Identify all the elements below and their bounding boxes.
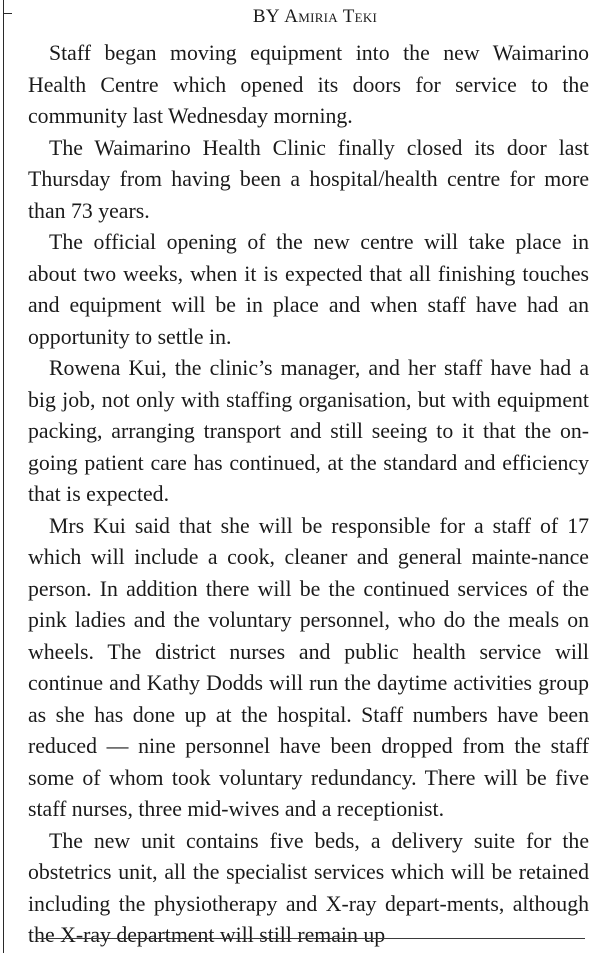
paragraph-3: The official opening of the new centre will take place in about two weeks, when it is expected that all finishing touches and equipment will be in place and when staff have had an opportunity to settle in.: [28, 230, 589, 349]
byline-author: Amiria Teki: [284, 6, 378, 27]
article-body: [28, 38, 589, 952]
column-rule-tick: [3, 13, 12, 14]
column-rule-left: [3, 0, 4, 953]
paragraph-2: The Waimarino Health Clinic finally closed its door last Thursday from having been a hospital/health centre for more than 73 years.: [28, 135, 589, 223]
byline-prefix: BY: [252, 6, 285, 27]
paragraph-4: Rowena Kui, the clinic’s manager, and her staff have had a big job, not only with staffing organisation, but with equipment packing, arranging transport and still seeing to it that the on-going patient care has continued, at the standard and efficiency that is expected.: [28, 356, 589, 506]
byline: [28, 6, 602, 28]
paragraph-5: Mrs Kui said that she will be responsible for a staff of 17 which will include a cook, cleaner and general mainte-nance person. In addition there will be the continued services of the pink ladies and the voluntary personnel, who do the meals on wheels. The district nurses and public health service will continue and Kathy Dodds will run the daytime activities group as she has done up at the hospital. Staff numbers have been reduced — nine personnel have been dropped from the staff some of whom took voluntary redundancy. There will be five staff nurses, three mid-wives and a receptionist.: [28, 513, 589, 821]
paragraph-1: Staff began moving equipment into the new Waimarino Health Centre which opened its doors for service to the community last Wednesday morning.: [28, 41, 589, 128]
paragraph-6: The new unit contains five beds, a delivery suite for the obstetrics unit, all the specialist services which will be retained including the physiotherapy and X-ray depart-ments, although the X-ray department will still remain up: [28, 828, 589, 947]
bottom-rule: [36, 938, 585, 939]
